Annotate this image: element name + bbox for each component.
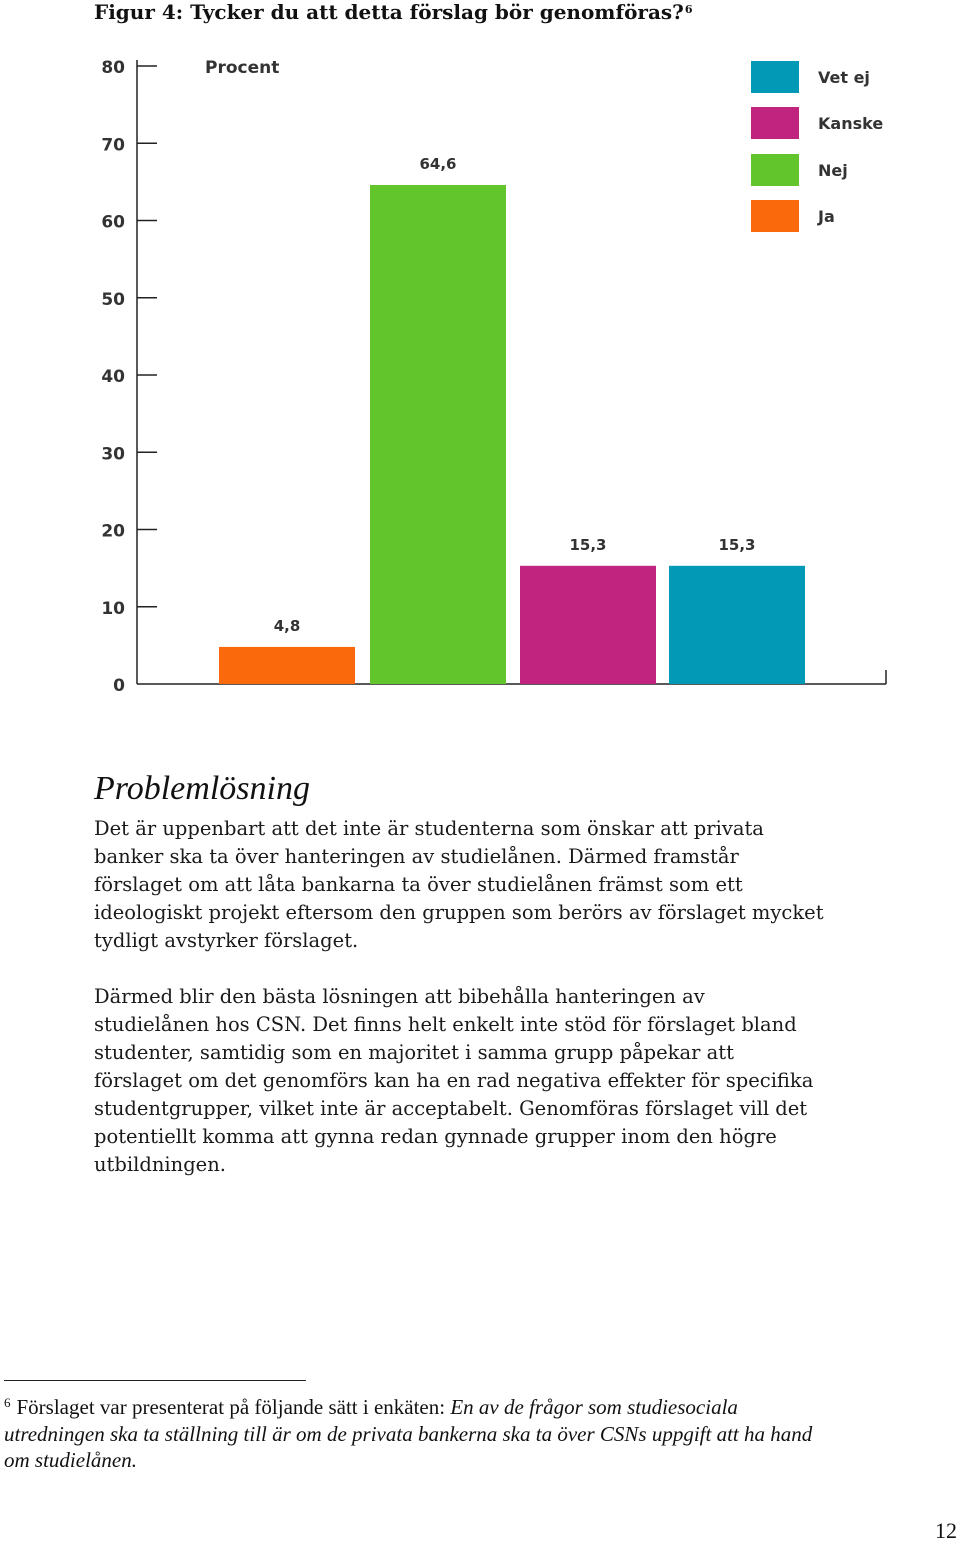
y-tick-label: 80 (101, 58, 125, 78)
y-tick-label: 0 (113, 676, 125, 696)
page-number: 12 (935, 1518, 957, 1543)
section-heading: Problemlösning (94, 770, 310, 807)
y-tick-label: 70 (101, 135, 125, 156)
legend-label: Nej (818, 161, 848, 180)
figure-title-text: Figur 4: Tycker du att detta förslag bör genomföras? (94, 0, 684, 24)
y-tick-label: 40 (101, 367, 125, 387)
data-label: 15,3 (569, 535, 607, 554)
bar-vet-ej (669, 566, 805, 684)
footnote-text-plain: Förslaget var presenterat på följande sätt i enkäten: (16, 1395, 451, 1419)
bar-chart (0, 0, 960, 720)
legend-swatch (751, 61, 799, 93)
paragraph-1 (94, 815, 904, 955)
paragraph-line: studenter, samtidig som en majoritet i samma grupp påpekar att (94, 1041, 734, 1064)
paragraph-line: utbildningen. (94, 1153, 226, 1176)
data-label: 4,8 (273, 616, 301, 635)
y-tick-label: 60 (101, 212, 125, 233)
paragraph-line: banker ska ta över hanteringen av studielånen. Därmed framstår (94, 845, 739, 868)
paragraph-line: ideologiskt projekt eftersom den gruppen som berörs av förslaget mycket (94, 901, 824, 924)
footnote-number: 6 (4, 1395, 11, 1410)
y-tick-label: 20 (101, 521, 125, 542)
y-tick-label: 30 (101, 444, 125, 465)
bar-ja (219, 647, 355, 684)
paragraph-line: förslaget om att låta bankarna ta över studielånen främst som ett (94, 873, 743, 896)
y-axis-title: Procent (205, 58, 280, 78)
paragraph-line: förslaget om det genomförs kan ha en rad negativa effekter för specifika (94, 1069, 814, 1092)
footnote-marker: 6 (684, 3, 693, 16)
paragraph-2 (94, 983, 904, 1179)
legend-label: Kanske (818, 114, 884, 133)
chart-value-labels (274, 155, 756, 635)
paragraph-line: studielånen hos CSN. Det finns helt enkelt inte stöd för förslaget bland (94, 1013, 797, 1036)
footnote-line: om studielånen. (4, 1448, 137, 1472)
footnote (4, 1394, 954, 1474)
legend-label: Vet ej (818, 68, 870, 87)
paragraph-line: studentgrupper, vilket inte är acceptabelt. Genomföras förslaget vill det (94, 1097, 808, 1120)
footnote-divider (4, 1380, 306, 1381)
legend-label: Ja (818, 207, 835, 226)
footnote-line (4, 1394, 954, 1421)
paragraph-line: tydligt avstyrker förslaget. (94, 929, 359, 952)
chart-legend (751, 61, 883, 232)
legend-swatch (751, 200, 799, 232)
data-label: 64,6 (419, 154, 457, 173)
chart-bars (219, 185, 805, 684)
paragraph-line: Därmed blir den bästa lösningen att bibehålla hanteringen av (94, 985, 705, 1008)
paragraph-line: Det är uppenbart att det inte är studenterna som önskar att privata (94, 817, 764, 840)
y-tick-label: 50 (101, 289, 125, 310)
data-label: 15,3 (718, 535, 756, 554)
y-axis-ticks (101, 58, 157, 696)
footnote-text-italic: En av de frågor som studiesociala (450, 1395, 738, 1419)
footnote-line: utredningen ska ta ställning till är om de privata bankerna ska ta över CSNs uppgift att ha hand (4, 1421, 813, 1446)
legend-swatch (751, 107, 799, 139)
paragraph-line: potentiellt komma att gynna redan gynnade grupper inom den högre (94, 1125, 777, 1148)
legend-swatch (751, 154, 799, 186)
bar-nej (370, 185, 506, 684)
bar-kanske (520, 566, 656, 684)
y-tick-label: 10 (101, 598, 125, 619)
